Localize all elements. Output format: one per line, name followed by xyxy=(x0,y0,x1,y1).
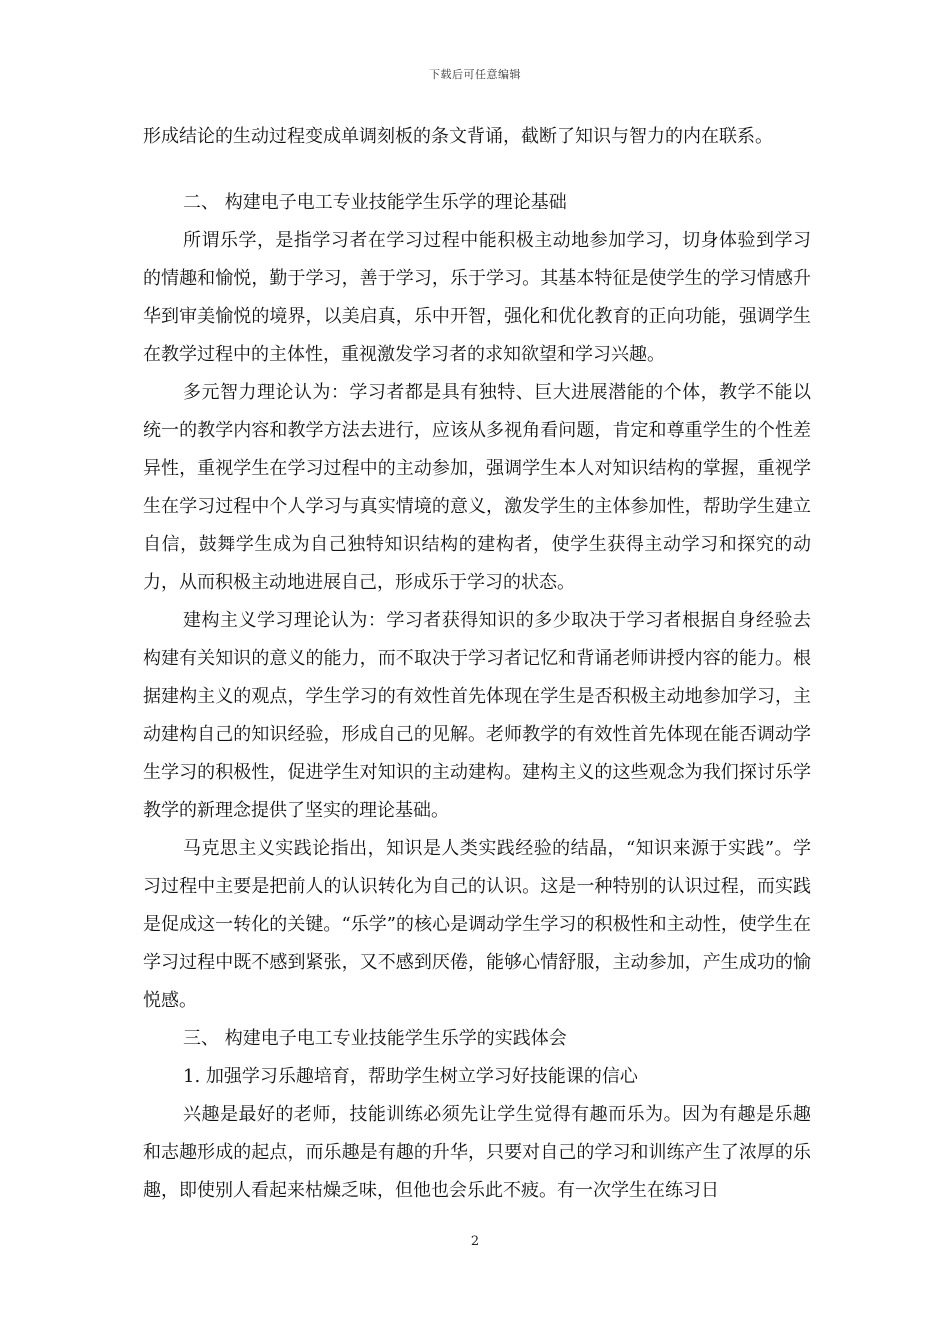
paragraph: 多元智力理论认为：学习者都是具有独特、巨大进展潜能的个体，教学不能以统一的教学内容和教学方法去进行，应该从多视角看问题，肯定和尊重学生的个性差异性，重视学生在学习过程中的主动参加，强调学生本人对知识结构的掌握，重视学生在学习过程中个人学习与真实情境的意义，激发学生的主体参加性，帮助学生建立自信，鼓舞学生成为自己独特知识结构的建构者，使学生获得主动学习和探究的动力，从而积极主动地进展自己，形成乐于学习的状态。 xyxy=(143,382,811,593)
spacer xyxy=(143,156,811,184)
paragraph: 马克思主义实践论指出，知识是人类实践经验的结晶，“知识来源于实践”。学习过程中主要是把前人的认识转化为自己的认识。这是一种特别的认识过程，而实践是促成这一转化的关键。“乐学”的核心是调动学生学习的积极性和主动性，使学生在学习过程中既不感到紧张，又不感到厌倦，能够心情舒服，主动参加，产生成功的愉悦感。 xyxy=(143,838,811,1011)
paragraph: 建构主义学习理论认为：学习者获得知识的多少取决于学习者根据自身经验去构建有关知识的意义的能力，而不取决于学习者记忆和背诵老师讲授内容的能力。根据建构主义的观点，学生学习的有效性首先体现在学生是否积极主动地参加学习，主动建构自己的知识经验，形成自己的见解。老师教学的有效性首先体现在能否调动学生学习的积极性，促进学生对知识的主动建构。建构主义的这些观念为我们探讨乐学教学的新理念提供了坚实的理论基础。 xyxy=(143,610,811,821)
paragraph: 兴趣是最好的老师，技能训练必须先让学生觉得有趣而乐为。因为有趣是乐趣和志趣形成的起点，而乐趣是有趣的升华，只要对自己的学习和训练产生了浓厚的乐趣，即使别人看起来枯燥乏味，但他也会乐此不疲。有一次学生在练习日 xyxy=(143,1104,811,1201)
paragraph-continuation: 形成结论的生动过程变成单调刻板的条文背诵，截断了知识与智力的内在联系。 xyxy=(143,126,773,147)
document-body xyxy=(143,118,811,1210)
section-heading-2: 二、 构建电子电工专业技能学生乐学的理论基础 xyxy=(183,192,567,213)
subsection-heading-3-1: 1. 加强学习乐趣培育，帮助学生树立学习好技能课的信心 xyxy=(183,1066,638,1087)
section-heading-3: 三、 构建电子电工专业技能学生乐学的实践体会 xyxy=(183,1028,567,1049)
paragraph: 所谓乐学，是指学习者在学习过程中能积极主动地参加学习，切身体验到学习的情趣和愉悦，勤于学习，善于学习，乐于学习。其基本特征是使学生的学习情感升华到审美愉悦的境界，以美启真，乐中开智，强化和优化教育的正向功能，强调学生在教学过程中的主体性，重视激发学习者的求知欲望和学习兴趣。 xyxy=(143,230,811,365)
page-number: 2 xyxy=(470,1234,480,1249)
page-header: 下载后可任意编辑 xyxy=(429,68,521,81)
